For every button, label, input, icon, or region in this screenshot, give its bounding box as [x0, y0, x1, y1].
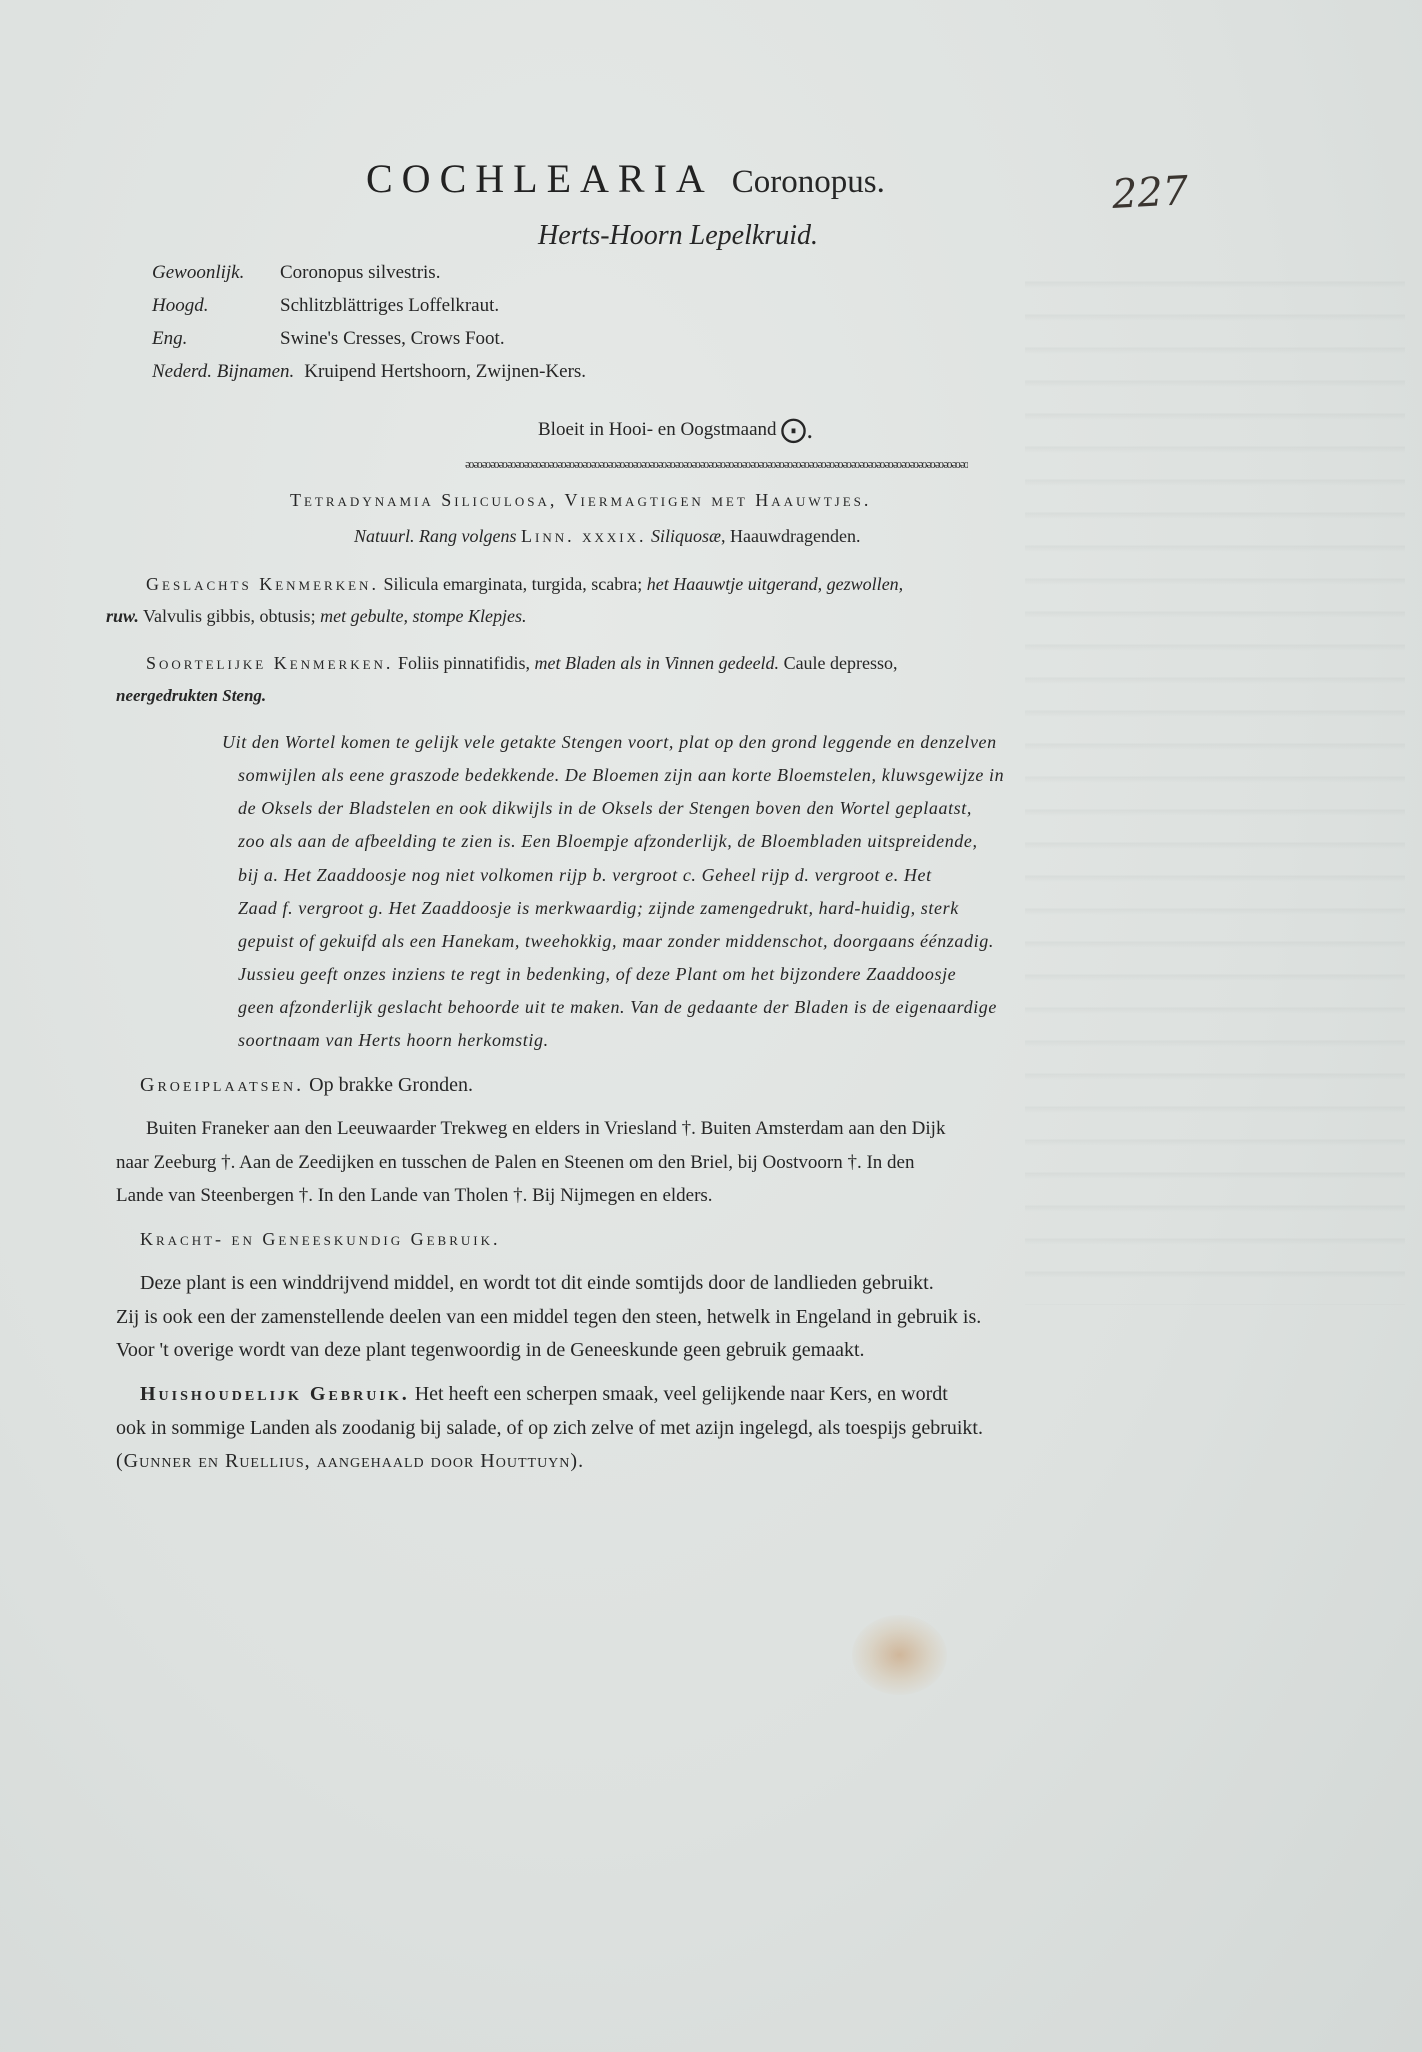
- latin-text: Foliis pinnatifidis,: [397, 653, 530, 673]
- bloom-period: [538, 415, 813, 445]
- section-label: Soortelijke Kenmerken.: [146, 653, 394, 673]
- order-dutch: , Haauwdragenden.: [721, 526, 861, 546]
- habitat-line: Lande van Steenbergen †. In den Lande van Tholen †. Bij Nijmegen en elders.: [116, 1185, 713, 1206]
- linnaeus-ref: Linn. xxxix.: [521, 526, 647, 546]
- dutch-text: ruw.: [106, 606, 139, 626]
- dutch-name-subtitle: Herts-Hoorn Lepelkruid.: [538, 220, 818, 251]
- species-characters: [146, 653, 898, 674]
- genus-name: COCHLEARIA: [366, 156, 714, 201]
- language-label: Gewoonlijk.: [152, 262, 245, 283]
- bleed-through-shadow: [1025, 255, 1405, 1305]
- latin-text: Caule depresso,: [783, 653, 898, 673]
- common-name: Kruipend Hertshoorn, Zwijnen-Kers.: [304, 361, 587, 382]
- household-line: ook in sommige Landen als zoodanig bij salade, of op zich zelve of met azijn ingelegd, als toespijs gebruikt.: [116, 1417, 983, 1439]
- language-label: Nederd. Bijnamen.: [152, 361, 295, 382]
- household-text: Het heeft een scherpen smaak, veel gelijkende naar Kers, en wordt: [414, 1383, 948, 1405]
- ornamental-rule: ᴔᴔᴔᴔᴔᴔᴔᴔᴔᴔᴔᴔᴔᴔᴔᴔᴔᴔᴔᴔᴔᴔᴔᴔᴔᴔᴔᴔᴔᴔᴔᴔᴔᴔᴔᴔᴔᴔᴔᴔᴔᴔᴔᴔᴔᴔᴔᴔᴔᴔᴔᴔᴔᴔᴔᴔᴔᴔᴔᴔ: [465, 456, 968, 470]
- common-name: Schlitzblättriges Loffelkraut.: [280, 295, 500, 316]
- common-name: Coronopus silvestris.: [280, 262, 441, 283]
- description-line: gepuist of gekuifd als een Hanekam, tweehokkig, maar zonder middenschot, doorgaans éénzadig.: [238, 931, 994, 951]
- description-line: geen afzonderlijk geslacht behoorde uit te maken. Van de gedaante der Bladen is de eigenaardige: [238, 997, 997, 1017]
- medicinal-line: Deze plant is een winddrijvend middel, en wordt tot dit einde somtijds door de landlieden gebruikt.: [140, 1272, 934, 1294]
- description-line: Zaad f. vergroot g. Het Zaaddoosje is merkwaardig; zijnde zamengedrukt, hard-huidig, sterk: [238, 898, 959, 918]
- language-label: Eng.: [152, 328, 188, 349]
- description-line: zoo als aan de afbeelding te zien is. Een Bloempje afzonderlijk, de Bloembladen uitspreidende,: [238, 831, 978, 851]
- natural-rank-label: Natuurl. Rang volgens: [354, 526, 517, 546]
- habitat-text: Op brakke Gronden.: [309, 1074, 473, 1096]
- description-line: soortnaam van Herts hoorn herkomstig.: [238, 1030, 549, 1050]
- species-characters-cont: neergedrukten Steng.: [116, 686, 267, 705]
- common-name-row: [152, 328, 586, 361]
- bloom-text: Bloeit in Hooi- en Oogstmaand: [538, 419, 777, 440]
- medicinal-heading: Kracht- en Geneeskundig Gebruik.: [140, 1229, 501, 1249]
- latin-text: Silicula emarginata, turgida, scabra;: [383, 574, 643, 594]
- medicinal-line: Voor 't overige wordt van deze plant tegenwoordig in de Geneeskunde geen gebruik gemaakt.: [116, 1339, 865, 1361]
- language-label: Hoogd.: [152, 295, 209, 316]
- common-names-list: [152, 262, 586, 394]
- species-name: Coronopus.: [731, 164, 885, 200]
- common-name-row: [152, 262, 586, 295]
- genus-characters: [146, 574, 903, 595]
- latin-text: Valvulis gibbis, obtusis;: [143, 606, 316, 626]
- dutch-text: met gebulte, stompe Klepjes.: [320, 606, 527, 626]
- common-name: Swine's Cresses, Crows Foot.: [280, 328, 505, 349]
- description-line: Jussieu geeft onzes inziens te regt in bedenking, of deze Plant om het bijzondere Zaaddoosje: [238, 964, 957, 984]
- household-heading: [140, 1383, 948, 1406]
- description-line: de Oksels der Bladstelen en ook dikwijls in de Oksels der Stengen boven den Wortel geplaatst,: [238, 798, 972, 818]
- common-name-row: [152, 295, 586, 328]
- habitat-line: naar Zeeburg †. Aan de Zeedijken en tusschen de Palen en Steenen om den Briel, bij Oostvoorn †. In den: [116, 1152, 915, 1173]
- description-line: Uit den Wortel komen te gelijk vele getakte Stengen voort, plat op den grond leggende en denzelven: [222, 732, 997, 752]
- dutch-text: het Haauwtje uitgerand, gezwollen,: [646, 574, 904, 594]
- common-name-row: [152, 361, 586, 394]
- section-label: Geslachts Kenmerken.: [146, 574, 379, 594]
- foxing-stain: [852, 1615, 947, 1695]
- classification-line: Tetradynamia Siliculosa, Viermagtigen met Haauwtjes.: [290, 490, 872, 510]
- habitat-heading: [140, 1074, 473, 1097]
- natural-rank-line: [354, 526, 860, 547]
- section-label: Huishoudelijk Gebruik.: [140, 1383, 410, 1405]
- habitat-line: Buiten Franeker aan den Leeuwaarder Trekweg en elders in Vriesland †. Buiten Amsterdam aan den Dijk: [146, 1118, 946, 1139]
- medicinal-line: Zij is ook een der zamenstellende deelen van een middel tegen den steen, hetwelk in Engeland in gebruik is.: [116, 1306, 982, 1328]
- household-citation: (Gunner en Ruellius, aangehaald door Houttuyn).: [116, 1450, 585, 1472]
- page-title: [366, 155, 885, 202]
- section-label: Groeiplaatsen.: [140, 1074, 305, 1096]
- dutch-text: met Bladen als in Vinnen gedeeld.: [534, 653, 780, 673]
- handwritten-page-number: 227: [1110, 168, 1190, 218]
- perennial-symbol: ⨀.: [780, 415, 814, 444]
- description-line: bij a. Het Zaaddoosje nog niet volkomen rijp b. vergroot c. Geheel rijp d. vergroot e. Het: [238, 865, 932, 885]
- order-latin: Siliquosæ: [650, 526, 721, 546]
- genus-characters-cont: [106, 606, 527, 627]
- description-line: somwijlen als eene graszode bedekkende. De Bloemen zijn aan korte Bloemstelen, kluwsgewijze in: [238, 765, 1005, 785]
